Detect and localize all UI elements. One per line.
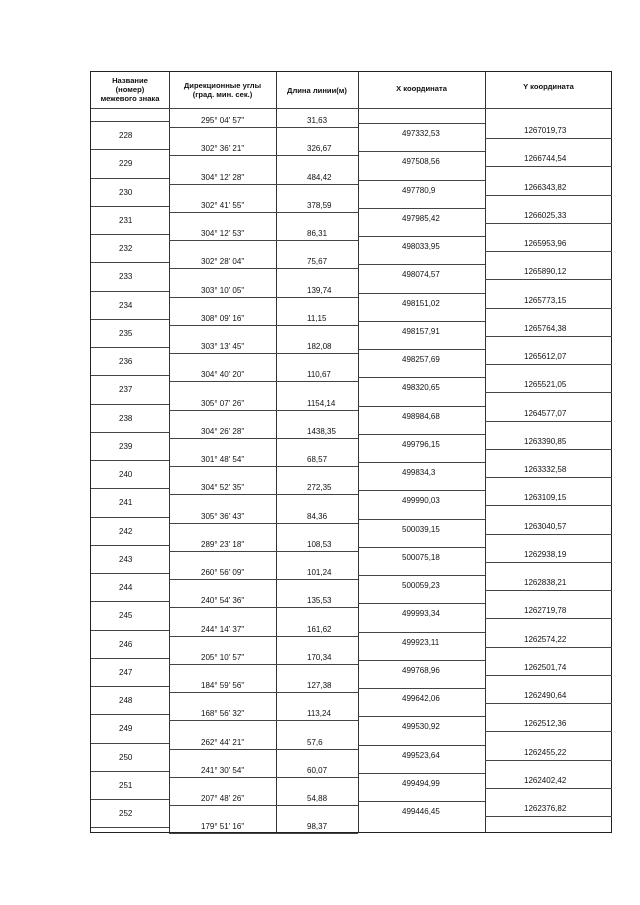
point-name: 230	[119, 187, 133, 197]
point-x-coordinate: 498074,57	[402, 270, 440, 280]
point-x-coordinate: 498157,91	[402, 326, 440, 336]
segment-length: 54,88	[307, 794, 328, 803]
segment-angle: 304° 52' 35"	[201, 483, 245, 493]
segment-divider	[169, 805, 358, 806]
segment-length: 110,67	[307, 370, 331, 380]
name-column-divider	[91, 432, 169, 433]
point-name: 233	[119, 272, 133, 282]
name-column-divider	[91, 827, 169, 828]
segment-length: 60,07	[307, 765, 328, 775]
x-divider	[358, 519, 485, 520]
point-x-coordinate: 497508,56	[402, 157, 440, 167]
point-y-coordinate: 1263332,58	[524, 465, 567, 474]
boundary-coordinates-table	[90, 71, 612, 833]
x-divider	[358, 180, 485, 181]
point-x-coordinate: 498984,68	[402, 411, 440, 421]
point-x-coordinate: 497780,9	[402, 185, 436, 195]
segment-length: 182,08	[307, 342, 332, 351]
segment-length: 1154,14	[307, 398, 336, 408]
segment-angle: 308° 09' 16"	[201, 313, 245, 323]
segment-divider	[169, 240, 358, 241]
segment-length: 378,59	[307, 200, 332, 210]
point-name: 237	[119, 385, 133, 395]
point-name: 252	[119, 809, 133, 818]
segment-length: 11,15	[307, 313, 327, 323]
segment-length: 161,62	[307, 624, 332, 634]
point-x-coordinate: 498257,69	[402, 355, 440, 364]
segment-divider	[169, 353, 358, 354]
segment-angle: 205° 10' 57"	[201, 652, 245, 662]
point-x-coordinate: 499530,92	[402, 722, 440, 732]
point-y-coordinate: 1262838,21	[524, 578, 567, 587]
segment-angle: 184° 59' 56"	[201, 681, 245, 690]
point-y-coordinate: 1263390,85	[524, 436, 567, 446]
name-column-divider	[91, 743, 169, 744]
point-name: 231	[119, 215, 133, 225]
segment-divider	[169, 607, 358, 608]
point-x-coordinate: 499993,34	[402, 609, 440, 619]
name-column-divider	[91, 347, 169, 348]
segment-divider	[169, 833, 358, 834]
point-y-coordinate: 1262455,22	[524, 747, 567, 757]
segment-length: 170,34	[307, 652, 332, 662]
point-name: 251	[119, 780, 133, 790]
point-name: 250	[119, 752, 133, 762]
point-name: 228	[119, 131, 133, 140]
point-y-coordinate: 1265764,38	[524, 323, 567, 333]
x-divider	[358, 490, 485, 491]
x-divider	[358, 603, 485, 604]
name-column-divider	[91, 262, 169, 263]
segment-angle: 303° 13' 45"	[201, 342, 245, 351]
segment-length: 57,6	[307, 737, 323, 747]
segment-divider	[169, 579, 358, 580]
point-name: 238	[119, 413, 133, 423]
point-y-coordinate: 1262512,36	[524, 719, 567, 729]
y-divider	[485, 816, 612, 817]
y-divider	[485, 223, 612, 224]
point-x-coordinate: 498033,95	[402, 242, 440, 251]
name-column-divider	[91, 771, 169, 772]
segment-angle: 302° 41' 55"	[201, 200, 245, 210]
point-y-coordinate: 1263109,15	[524, 493, 567, 503]
point-name: 242	[119, 526, 133, 536]
segment-angle: 301° 48' 54"	[201, 455, 245, 464]
y-divider	[485, 788, 612, 789]
segment-length: 484,42	[307, 172, 332, 182]
name-column-divider	[91, 149, 169, 150]
segment-length: 113,24	[307, 709, 331, 719]
point-y-coordinate: 1264577,07	[524, 408, 567, 418]
segment-divider	[169, 664, 358, 665]
point-x-coordinate: 499990,03	[402, 496, 440, 506]
x-divider	[358, 293, 485, 294]
name-column-divider	[91, 319, 169, 320]
point-y-coordinate: 1266744,54	[524, 154, 567, 164]
point-name: 241	[119, 498, 133, 508]
y-divider	[485, 618, 612, 619]
segment-length: 101,24	[307, 568, 332, 577]
segment-length: 86,31	[307, 229, 328, 238]
segment-length: 98,37	[307, 822, 328, 832]
name-column-divider	[91, 686, 169, 687]
x-divider	[358, 321, 485, 322]
segment-divider	[169, 777, 358, 778]
y-divider	[485, 505, 612, 506]
segment-angle: 207° 48' 26"	[201, 794, 245, 803]
point-y-coordinate: 1265773,15	[524, 295, 567, 305]
segment-divider	[169, 381, 358, 382]
name-column-divider	[91, 291, 169, 292]
segment-length: 108,53	[307, 539, 332, 549]
segment-angle: 302° 28' 04"	[201, 257, 245, 267]
point-x-coordinate: 499642,06	[402, 694, 440, 703]
name-column-divider	[91, 375, 169, 376]
header-x-coordinate: X координата	[396, 84, 447, 93]
segment-angle: 179° 51' 16"	[201, 822, 245, 832]
point-x-coordinate: 497332,53	[402, 129, 440, 138]
y-divider	[485, 138, 612, 139]
y-divider	[485, 195, 612, 196]
x-divider	[358, 660, 485, 661]
point-y-coordinate: 1265521,05	[524, 380, 567, 390]
y-divider	[485, 449, 612, 450]
point-y-coordinate: 1267019,73	[524, 126, 567, 135]
name-column-divider	[91, 121, 169, 122]
name-column-divider	[91, 234, 169, 235]
x-divider	[358, 349, 485, 350]
point-y-coordinate: 1262402,42	[524, 775, 567, 785]
name-column-divider	[91, 658, 169, 659]
point-name: 240	[119, 470, 133, 479]
name-column-divider	[91, 404, 169, 405]
segment-divider	[169, 212, 358, 213]
point-name: 235	[119, 328, 133, 338]
x-divider	[358, 236, 485, 237]
name-column-divider	[91, 799, 169, 800]
y-divider	[485, 562, 612, 563]
segment-angle: 304° 12' 28"	[201, 172, 245, 182]
point-x-coordinate: 498151,02	[402, 298, 440, 308]
point-x-coordinate: 499494,99	[402, 778, 440, 788]
point-name: 243	[119, 554, 133, 564]
x-divider	[358, 434, 485, 435]
point-y-coordinate: 1262938,19	[524, 549, 567, 559]
segment-length: 127,38	[307, 681, 332, 690]
column-divider	[169, 72, 170, 832]
segment-length: 272,35	[307, 483, 332, 493]
segment-length: 326,67	[307, 144, 332, 154]
y-divider	[485, 590, 612, 591]
header-direction-angle: Дирекционные углы (град. мин. сек.)	[183, 81, 262, 99]
y-divider	[485, 703, 612, 704]
segment-divider	[169, 127, 358, 128]
segment-angle: 295° 04' 57"	[201, 116, 245, 125]
y-divider	[485, 364, 612, 365]
segment-divider	[169, 438, 358, 439]
x-divider	[358, 377, 485, 378]
segment-angle: 304° 26' 28"	[201, 426, 245, 436]
header-y-coordinate: Y координата	[523, 82, 574, 91]
point-name: 236	[119, 357, 133, 366]
y-divider	[485, 166, 612, 167]
point-y-coordinate: 1265612,07	[524, 352, 567, 361]
point-y-coordinate: 1262376,82	[524, 804, 567, 813]
column-divider	[485, 72, 486, 832]
segment-angle: 260° 56' 09"	[201, 568, 245, 577]
point-x-coordinate: 499923,11	[402, 637, 440, 647]
point-x-coordinate: 500039,15	[402, 524, 440, 534]
y-divider	[485, 279, 612, 280]
name-column-divider	[91, 517, 169, 518]
point-x-coordinate: 499446,45	[402, 807, 440, 816]
segment-divider	[169, 297, 358, 298]
segment-length: 135,53	[307, 596, 332, 606]
x-divider	[358, 688, 485, 689]
point-y-coordinate: 1266025,33	[524, 210, 567, 220]
x-divider	[358, 547, 485, 548]
name-column-divider	[91, 178, 169, 179]
segment-divider	[169, 325, 358, 326]
x-divider	[358, 745, 485, 746]
point-y-coordinate: 1265953,96	[524, 239, 567, 248]
segment-length: 68,57	[307, 455, 328, 464]
segment-divider	[169, 749, 358, 750]
segment-angle: 240° 54' 36"	[201, 596, 245, 606]
x-divider	[358, 123, 485, 124]
y-divider	[485, 251, 612, 252]
point-x-coordinate: 499796,15	[402, 439, 440, 449]
x-divider	[358, 773, 485, 774]
name-column-divider	[91, 488, 169, 489]
segment-angle: 241° 30' 54"	[201, 765, 245, 775]
point-name: 229	[119, 159, 133, 169]
x-divider	[358, 575, 485, 576]
point-x-coordinate: 499523,64	[402, 750, 440, 760]
segment-divider	[169, 494, 358, 495]
point-name: 234	[119, 300, 133, 310]
segment-angle: 304° 40' 20"	[201, 370, 245, 380]
point-name: 244	[119, 583, 133, 592]
x-divider	[358, 208, 485, 209]
y-divider	[485, 477, 612, 478]
header-divider	[91, 108, 611, 109]
point-name: 248	[119, 696, 133, 705]
y-divider	[485, 647, 612, 648]
segment-length: 139,74	[307, 285, 332, 295]
name-column-divider	[91, 573, 169, 574]
segment-angle: 305° 36' 43"	[201, 511, 245, 521]
x-divider	[358, 151, 485, 152]
segment-divider	[169, 551, 358, 552]
column-divider	[358, 72, 359, 832]
point-x-coordinate: 500059,23	[402, 581, 440, 590]
name-column-divider	[91, 460, 169, 461]
segment-divider	[169, 184, 358, 185]
segment-divider	[169, 692, 358, 693]
segment-angle: 302° 36' 21"	[201, 144, 245, 154]
y-divider	[485, 534, 612, 535]
point-y-coordinate: 1262490,64	[524, 691, 567, 700]
x-divider	[358, 264, 485, 265]
segment-length: 1438,35	[307, 426, 336, 436]
point-y-coordinate: 1262574,22	[524, 634, 567, 644]
x-divider	[358, 462, 485, 463]
point-x-coordinate: 497985,42	[402, 213, 440, 223]
point-x-coordinate: 499768,96	[402, 665, 440, 675]
point-x-coordinate: 499834,3	[402, 468, 436, 477]
y-divider	[485, 421, 612, 422]
y-divider	[485, 760, 612, 761]
column-divider	[276, 72, 277, 832]
point-y-coordinate: 1263040,57	[524, 521, 567, 531]
point-y-coordinate: 1262719,78	[524, 606, 567, 616]
point-x-coordinate: 498320,65	[402, 383, 440, 393]
segment-angle: 168° 56' 32"	[201, 709, 245, 719]
segment-angle: 304° 12' 53"	[201, 229, 245, 238]
x-divider	[358, 632, 485, 633]
name-column-divider	[91, 545, 169, 546]
point-name: 245	[119, 611, 133, 621]
x-divider	[358, 406, 485, 407]
y-divider	[485, 731, 612, 732]
segment-divider	[169, 155, 358, 156]
segment-divider	[169, 720, 358, 721]
name-column-divider	[91, 206, 169, 207]
segment-divider	[169, 466, 358, 467]
segment-divider	[169, 636, 358, 637]
segment-angle: 303° 10' 05"	[201, 285, 245, 295]
segment-angle: 289° 23' 18"	[201, 539, 245, 549]
point-y-coordinate: 1266343,82	[524, 182, 567, 192]
point-name: 232	[119, 244, 133, 253]
point-name: 239	[119, 441, 133, 451]
x-divider	[358, 801, 485, 802]
header-line-length: Длина линии(м)	[287, 86, 347, 95]
header-point-name: Название (номер) межевого знака	[100, 76, 160, 103]
segment-length: 31,63	[307, 116, 328, 125]
point-x-coordinate: 500075,18	[402, 552, 440, 562]
segment-angle: 262° 44' 21"	[201, 737, 245, 747]
point-name: 249	[119, 724, 133, 734]
name-column-divider	[91, 714, 169, 715]
segment-length: 75,67	[307, 257, 328, 267]
segment-divider	[169, 410, 358, 411]
segment-angle: 305° 07' 26"	[201, 398, 245, 408]
x-divider	[358, 716, 485, 717]
point-name: 247	[119, 667, 133, 677]
segment-angle: 244° 14' 37"	[201, 624, 245, 634]
y-divider	[485, 675, 612, 676]
y-divider	[485, 336, 612, 337]
point-y-coordinate: 1265890,12	[524, 267, 567, 277]
segment-divider	[169, 268, 358, 269]
point-y-coordinate: 1262501,74	[524, 662, 567, 672]
segment-length: 84,36	[307, 511, 328, 521]
y-divider	[485, 392, 612, 393]
name-column-divider	[91, 601, 169, 602]
point-name: 246	[119, 639, 133, 649]
name-column-divider	[91, 630, 169, 631]
segment-divider	[169, 523, 358, 524]
y-divider	[485, 308, 612, 309]
